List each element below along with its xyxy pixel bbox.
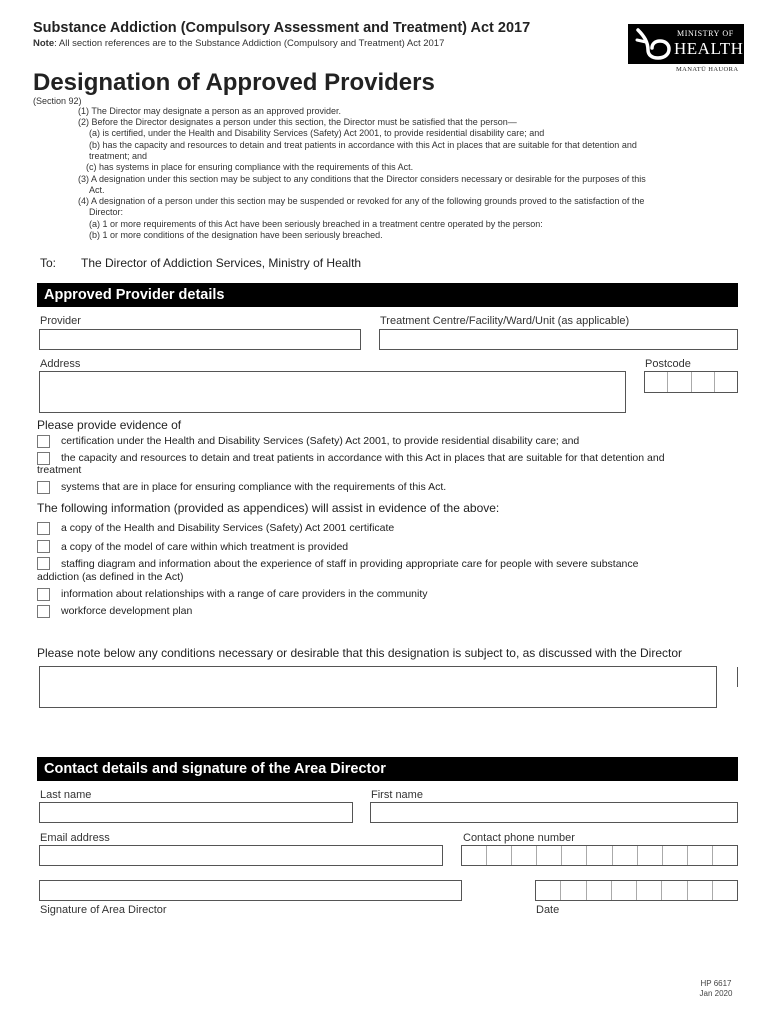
clause-line: (b) has the capacity and resources to detain and treat patients in accordance with this Act in places that are suitable for that detention and <box>89 140 637 150</box>
first-name-input[interactable] <box>370 802 738 823</box>
postcode-input[interactable] <box>644 371 738 393</box>
form-code: HP 6617 <box>700 979 732 988</box>
to-recipient: The Director of Addiction Services, Ministry of Health <box>81 256 362 270</box>
appendix-item: workforce development plan <box>61 605 193 617</box>
provider-input[interactable] <box>39 329 361 350</box>
last-name-label: Last name <box>40 789 92 801</box>
form-date: Jan 2020 <box>699 989 733 998</box>
centre-label: Treatment Centre/Facility/Ward/Unit (as applicable) <box>380 315 630 327</box>
last-name-input[interactable] <box>39 802 353 823</box>
ministry-koru-icon <box>634 28 672 60</box>
logo-ministry-of: MINISTRY OF <box>677 29 734 38</box>
appendix-item: a copy of the Health and Disability Services (Safety) Act 2001 certificate <box>61 522 395 534</box>
appendix-checkbox-relationships[interactable] <box>37 588 50 601</box>
clause-line: (c) has systems in place for ensuring compliance with the requirements of this Act. <box>86 162 414 172</box>
conditions-input[interactable] <box>39 666 717 708</box>
page-title: Designation of Approved Providers <box>33 69 435 96</box>
note-label: Note <box>33 38 55 49</box>
clause-line: Act. <box>89 185 105 195</box>
appendix-checkbox-staffing[interactable] <box>37 557 50 570</box>
act-title: Substance Addiction (Compulsory Assessment and Treatment) Act 2017 <box>33 20 531 36</box>
text-cursor <box>737 667 738 687</box>
address-label: Address <box>40 358 81 370</box>
phone-input[interactable] <box>461 845 738 866</box>
ministry-logo <box>628 24 744 64</box>
section-note <box>33 38 444 49</box>
appendix-checkbox-certificate[interactable] <box>37 522 50 535</box>
clause-line: treatment; and <box>89 151 148 161</box>
phone-label: Contact phone number <box>463 832 575 844</box>
appendix-item: staffing diagram and information about the experience of staff in providing appropriate care for people with severe substance <box>61 558 639 570</box>
appendix-checkbox-model-of-care[interactable] <box>37 540 50 553</box>
signature-label: Signature of Area Director <box>40 904 167 916</box>
section-reference: (Section 92) <box>33 96 82 106</box>
address-input[interactable] <box>39 371 626 413</box>
contact-section-heading: Contact details and signature of the Area Director <box>37 757 738 781</box>
clause-line: (1) The Director may designate a person as an approved provider. <box>78 106 341 116</box>
clause-line: (3) A designation under this section may be subject to any conditions that the Director considers necessary or desirable for the purposes of this <box>78 174 646 184</box>
date-label: Date <box>536 904 560 916</box>
provider-section-heading: Approved Provider details <box>37 283 738 307</box>
evidence-checkbox-certification[interactable] <box>37 435 50 448</box>
appendix-checkbox-workforce[interactable] <box>37 605 50 618</box>
appendix-item: information about relationships with a range of care providers in the community <box>61 588 428 600</box>
evidence-item-continued: treatment <box>37 464 82 476</box>
clause-line: (b) 1 or more conditions of the designation have been seriously breached. <box>89 230 383 240</box>
evidence-checkbox-systems[interactable] <box>37 481 50 494</box>
postcode-label: Postcode <box>645 358 691 370</box>
evidence-heading: Please provide evidence of <box>37 418 182 432</box>
appendices-heading: The following information (provided as appendices) will assist in evidence of the above: <box>37 501 500 515</box>
evidence-item: certification under the Health and Disability Services (Safety) Act 2001, to provide residential disability care; and <box>61 435 580 447</box>
treatment-centre-input[interactable] <box>379 329 738 350</box>
first-name-label: First name <box>371 789 423 801</box>
email-input[interactable] <box>39 845 443 866</box>
clause-line: (4) A designation of a person under this section may be suspended or revoked for any of the following grounds proved to the satisfaction of the <box>78 196 645 206</box>
email-label: Email address <box>40 832 110 844</box>
clause-line: (a) 1 or more requirements of this Act have been seriously breached in a treatment centre operated by the person: <box>89 219 543 229</box>
provider-label: Provider <box>40 315 81 327</box>
note-text: : All section references are to the Substance Addiction (Compulsory and Treatment) Act 2017 <box>54 38 445 49</box>
logo-manatu-hauora: MANATŪ HAUORA <box>676 66 739 73</box>
signature-input[interactable] <box>39 880 462 901</box>
conditions-heading: Please note below any conditions necessary or desirable that this designation is subject to, as discussed with the Director <box>37 646 683 660</box>
clause-line: (a) is certified, under the Health and Disability Services (Safety) Act 2001, to provide residential disability care; and <box>89 128 545 138</box>
appendix-item-continued: addiction (as defined in the Act) <box>37 571 184 583</box>
to-label: To: <box>40 256 57 270</box>
clause-line: (2) Before the Director designates a person under this section, the Director must be satisfied that the person— <box>78 117 517 127</box>
evidence-item: systems that are in place for ensuring compliance with the requirements of this Act. <box>61 481 447 493</box>
appendix-item: a copy of the model of care within which treatment is provided <box>61 541 349 553</box>
logo-health: HEALTH <box>674 39 744 58</box>
clause-line: Director: <box>89 207 124 217</box>
date-input[interactable] <box>535 880 738 901</box>
evidence-item: the capacity and resources to detain and treat patients in accordance with this Act in places that are suitable for that detention and <box>61 452 665 464</box>
